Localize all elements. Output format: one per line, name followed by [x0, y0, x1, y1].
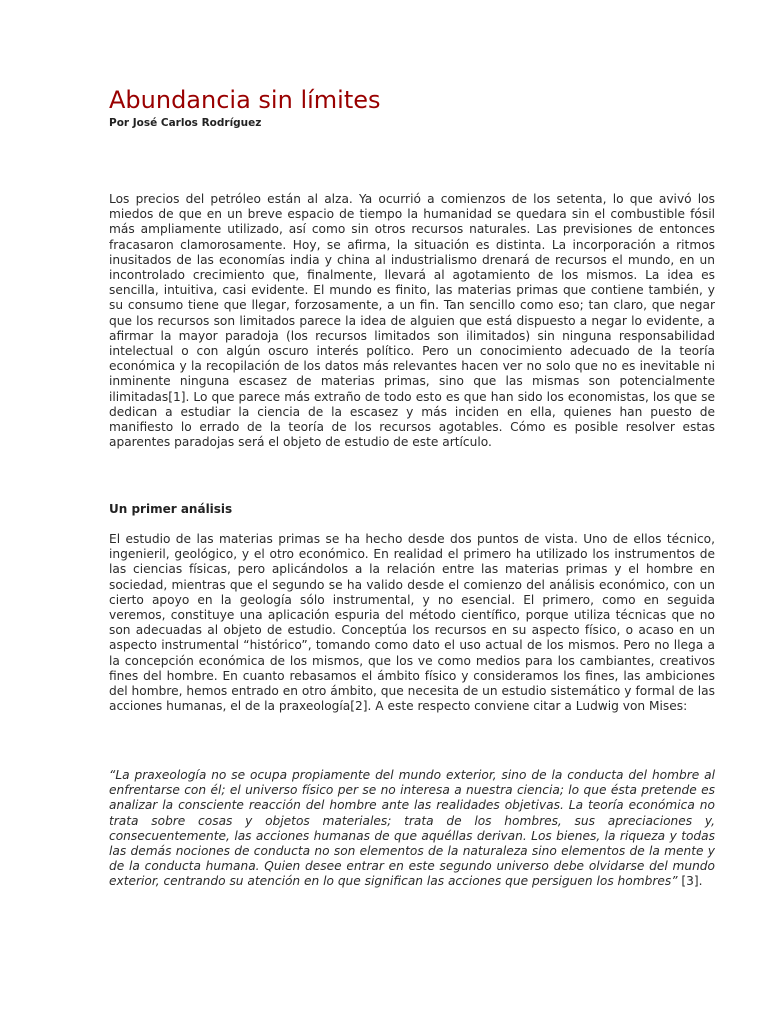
intro-paragraph: Los precios del petróleo están al alza. Ya ocurrió a comienzos de los setenta, lo que avivó los miedos de que en un breve espacio de tiempo la humanidad se quedara sin el combustible fósil más ampliamente utilizado, así como sin otros recursos naturales. Las previsiones de entonces fracasaron clamorosamente. Hoy, se afirma, la situación es distinta. La incorporación a ritmos inusitados de las economías india y china al industrialismo drenará de recursos el mundo, en un incontrolado crecimiento que, finalmente, llevará al agotamiento de los mismos. La idea es sencilla, intuitiva, casi evidente. El mundo es finito, las materias primas que contiene también, y su consumo tiene que llegar, forzosamente, a un fin. Tan sencillo como eso; tan claro, que negar que los recursos son limitados parece la idea de alguien que está dispuesto a negar lo evidente, a afirmar la mayor paradoja (los recursos limitados son ilimitados) sin ninguna responsabilidad intelectual o con algún oscuro interés político. Pero un conocimiento adecuado de la teoría económica y la recopilación de los datos más relevantes hacen ver no solo que no es inevitable ni inminente ninguna escasez de materias primas, sino que las mismas son potencialmente ilimitadas[1]. Lo que parece más extraño de todo esto es que han sido los economistas, los que se dedican a estudiar la ciencia de la escasez y más inciden en ella, quienes han puesto de manifiesto lo errado de la teoría de los recursos agotables. Cómo es posible resolver estas aparentes paradojas será el objeto de estudio de este artículo. [109, 192, 715, 450]
article-title: Abundancia sin límites [109, 86, 381, 114]
quote-reference: [3]. [677, 874, 703, 889]
section-heading: Un primer análisis [109, 502, 233, 516]
quote-text: “La praxeología no se ocupa propiamente del mundo exterior, sino de la conducta del hombre al enfrentarse con él; el universo físico per se no interesa a nuestra ciencia; lo que ésta pretende es analizar la consciente reacción del hombre ante las realidades objetivas. La teoría económica no trata sobre cosas y objetos materiales; trata de los hombres, sus apreciaciones y, consecuentemente, las acciones humanas de que aquéllas derivan. Los bienes, la riqueza y todas las demás nociones de conducta no son elementos de la naturaleza sino elementos de la mente y de la conducta humana. Quien desee entrar en este segundo universo debe olvidarse del mundo exterior, centrando su atención en lo que significan las acciones que persiguen los hombres” [109, 768, 715, 889]
article-byline: Por José Carlos Rodríguez [109, 117, 262, 129]
mises-quote [109, 768, 715, 890]
analysis-paragraph: El estudio de las materias primas se ha hecho desde dos puntos de vista. Uno de ellos técnico, ingenieril, geológico, y el otro económico. En realidad el primero ha utilizado los instrumentos de las ciencias físicas, pero aplicándolos a la relación entre las materias primas y el hombre en sociedad, mientras que el segundo se ha valido desde el comienzo del análisis económico, con un cierto apoyo en la geología sólo instrumental, y no esencial. El primero, como en seguida veremos, constituye una aplicación espuria del método científico, porque utiliza técnicas que no son adecuadas al objeto de estudio. Conceptúa los recursos en su aspecto físico, o acaso en un aspecto instrumental “histórico”, tomando como dato el uso actual de los mismos. Pero no llega a la concepción económica de los mismos, que los ve como medios para los cambiantes, creativos fines del hombre. En cuanto rebasamos el ámbito físico y consideramos los fines, las ambiciones del hombre, hemos entrado en otro ámbito, que necesita de un estudio sistemático y formal de las acciones humanas, el de la praxeología[2]. A este respecto conviene citar a Ludwig von Mises: [109, 532, 715, 714]
